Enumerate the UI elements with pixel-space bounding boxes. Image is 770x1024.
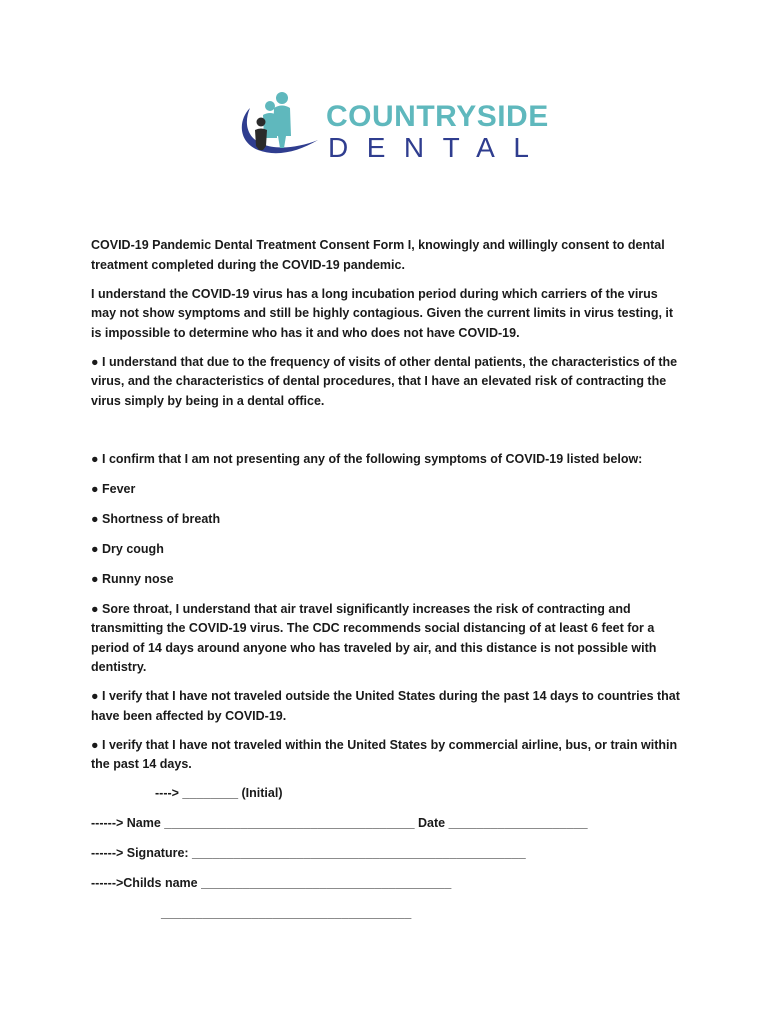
symptom-item: ● Dry cough xyxy=(91,541,164,556)
symptom-item: ● Shortness of breath xyxy=(91,511,221,526)
consent-form-body xyxy=(91,236,681,934)
travel-outside-paragraph: ● I verify that I have not traveled outside the United States during the past 14 days to countries that have been affected by COVID-19. xyxy=(91,689,680,723)
confirm-symptoms-statement: ● I confirm that I am not presenting any of the following symptoms of COVID-19 listed below: xyxy=(91,451,643,466)
intro-paragraph: COVID-19 Pandemic Dental Treatment Consent Form I, knowingly and willingly consent to dental treatment completed during the COVID-19 pandemic. xyxy=(91,238,665,272)
extra-blank-line[interactable]: ____________________________________ xyxy=(161,906,412,920)
symptom-item: ● Fever xyxy=(91,481,136,496)
brand-name-line2: DENTAL xyxy=(328,132,548,163)
travel-within-paragraph: ● I verify that I have not traveled within the United States by commercial airline, bus, or train within the past 14 days. xyxy=(91,737,678,771)
signature-field[interactable]: ------> Signature: ________________________________________________ xyxy=(91,846,526,860)
elevated-risk-paragraph: ● I understand that due to the frequency of visits of other dental patients, the characteristics of the virus, and the characteristics of dental procedures, that I have an elevated risk of contracting the virus simply by being in a dental office. xyxy=(91,354,678,408)
family-swoosh-icon xyxy=(236,90,326,166)
sore-throat-paragraph: ● Sore throat, I understand that air travel significantly increases the risk of contracting and transmitting the COVID-19 virus. The CDC recommends social distancing of at least 6 feet for a period of 14 days around anyone who has traveled by air, and this distance is not possible with dentistry. xyxy=(91,601,657,674)
countryside-dental-logo xyxy=(236,90,549,166)
childs-name-field[interactable]: ------>Childs name ____________________________________ xyxy=(91,876,452,890)
initial-field[interactable]: ----> ________ (Initial) xyxy=(155,786,283,800)
symptom-item: ● Runny nose xyxy=(91,571,174,586)
name-date-field[interactable]: ------> Name ____________________________________ Date ____________________ xyxy=(91,816,588,830)
incubation-paragraph: I understand the COVID-19 virus has a long incubation period during which carriers of the virus may not show symptoms and still be highly contagious. Given the current limits in virus testing, it is impossible to determine who has it and who does not have COVID-19. xyxy=(91,286,674,340)
brand-name-line1: COUNTRYSIDE xyxy=(326,100,549,133)
